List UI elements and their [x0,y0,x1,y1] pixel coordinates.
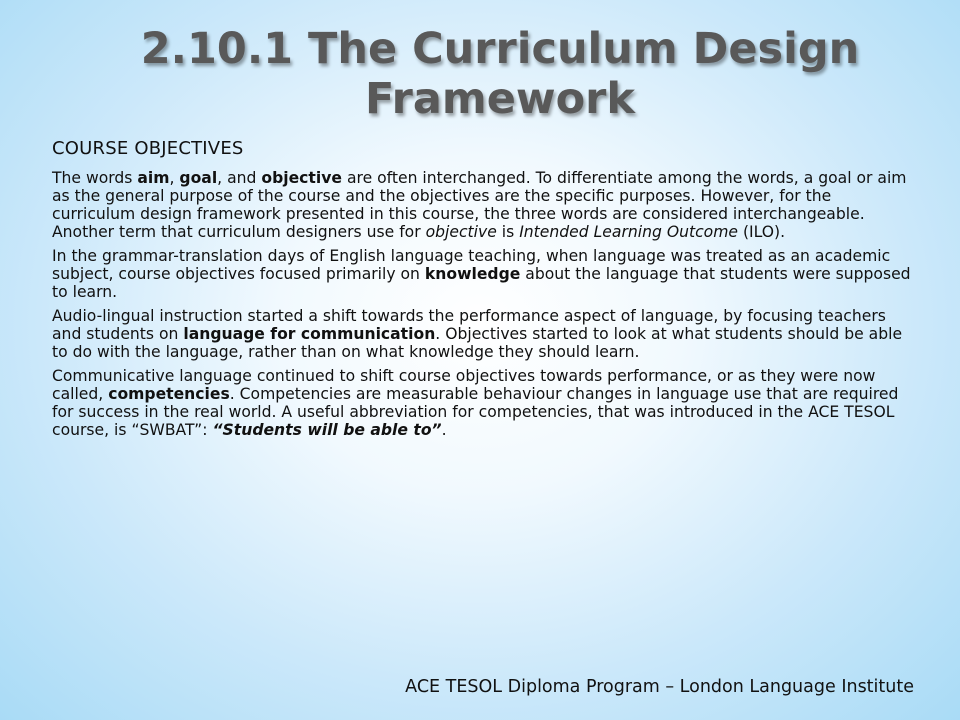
p2-text-2: about the language that students were supposed to learn. [52,265,911,301]
slide-title [120,24,880,124]
p1-italic-objective: objective [425,223,497,241]
p4-bold-italic-swbat [212,421,441,439]
p1-italic-ilo: Intended Learning Outcome [519,223,738,241]
p2-text-1: In the grammar-translation days of English language teaching, when language was treated as an academic subject, course objectives focused primarily on [52,247,891,283]
p4-text-1: Communicative language continued to shift course objectives towards performance, or as they were now called, [52,367,876,403]
p4-swbat-phrase: “Students will be able to” [212,421,442,439]
slide-title-line-1: 2.10.1 The Curriculum Design [140,24,860,74]
p1-bold-objective: objective [261,169,342,187]
p1-bold-goal: goal [179,169,218,187]
p1-text-6: (ILO). [738,223,786,241]
p3-text-1: Audio-lingual instruction started a shift towards the performance aspect of language, by focusing teachers and students on [52,307,886,343]
p1-text-3: , and [217,169,262,187]
paragraph-grammar-translation [52,247,912,301]
paragraph-audio-lingual [52,307,912,361]
slide-footer: ACE TESOL Diploma Program – London Language Institute [405,677,914,697]
p1-bold-aim: aim [137,169,170,187]
p1-text-4: are often interchanged. To differentiate among the words, a goal or aim as the general purpose of the course and the objectives are the specific purposes. However, for the curriculum design framework presented in this course, the three words are considered interchangeable. Another term that curriculum designers use for [52,169,907,241]
p1-text-2: , [169,169,180,187]
p4-text-2: . Competencies are measurable behaviour changes in language use that are required for success in the real world. A useful abbreviation for competencies, that was introduced in the ACE TESOL course, is “SWBAT”: [52,385,899,439]
p1-text-1: The words [52,169,138,187]
p4-bold-competencies: competencies [108,385,230,403]
p3-bold-language-for-communication: language for communication [183,325,436,343]
paragraph-aim-goal-objective [52,169,912,241]
section-heading: COURSE OBJECTIVES [52,138,244,159]
p3-text-2: . Objectives started to look at what students should be able to do with the language, rather than on what knowledge they should learn. [52,325,903,361]
slide-title-line-2: Framework [365,74,635,124]
slide-body [52,138,912,445]
paragraph-communicative [52,367,912,439]
p1-text-5: is [496,223,520,241]
p4-text-3: . [441,421,447,439]
p2-bold-knowledge: knowledge [424,265,521,283]
